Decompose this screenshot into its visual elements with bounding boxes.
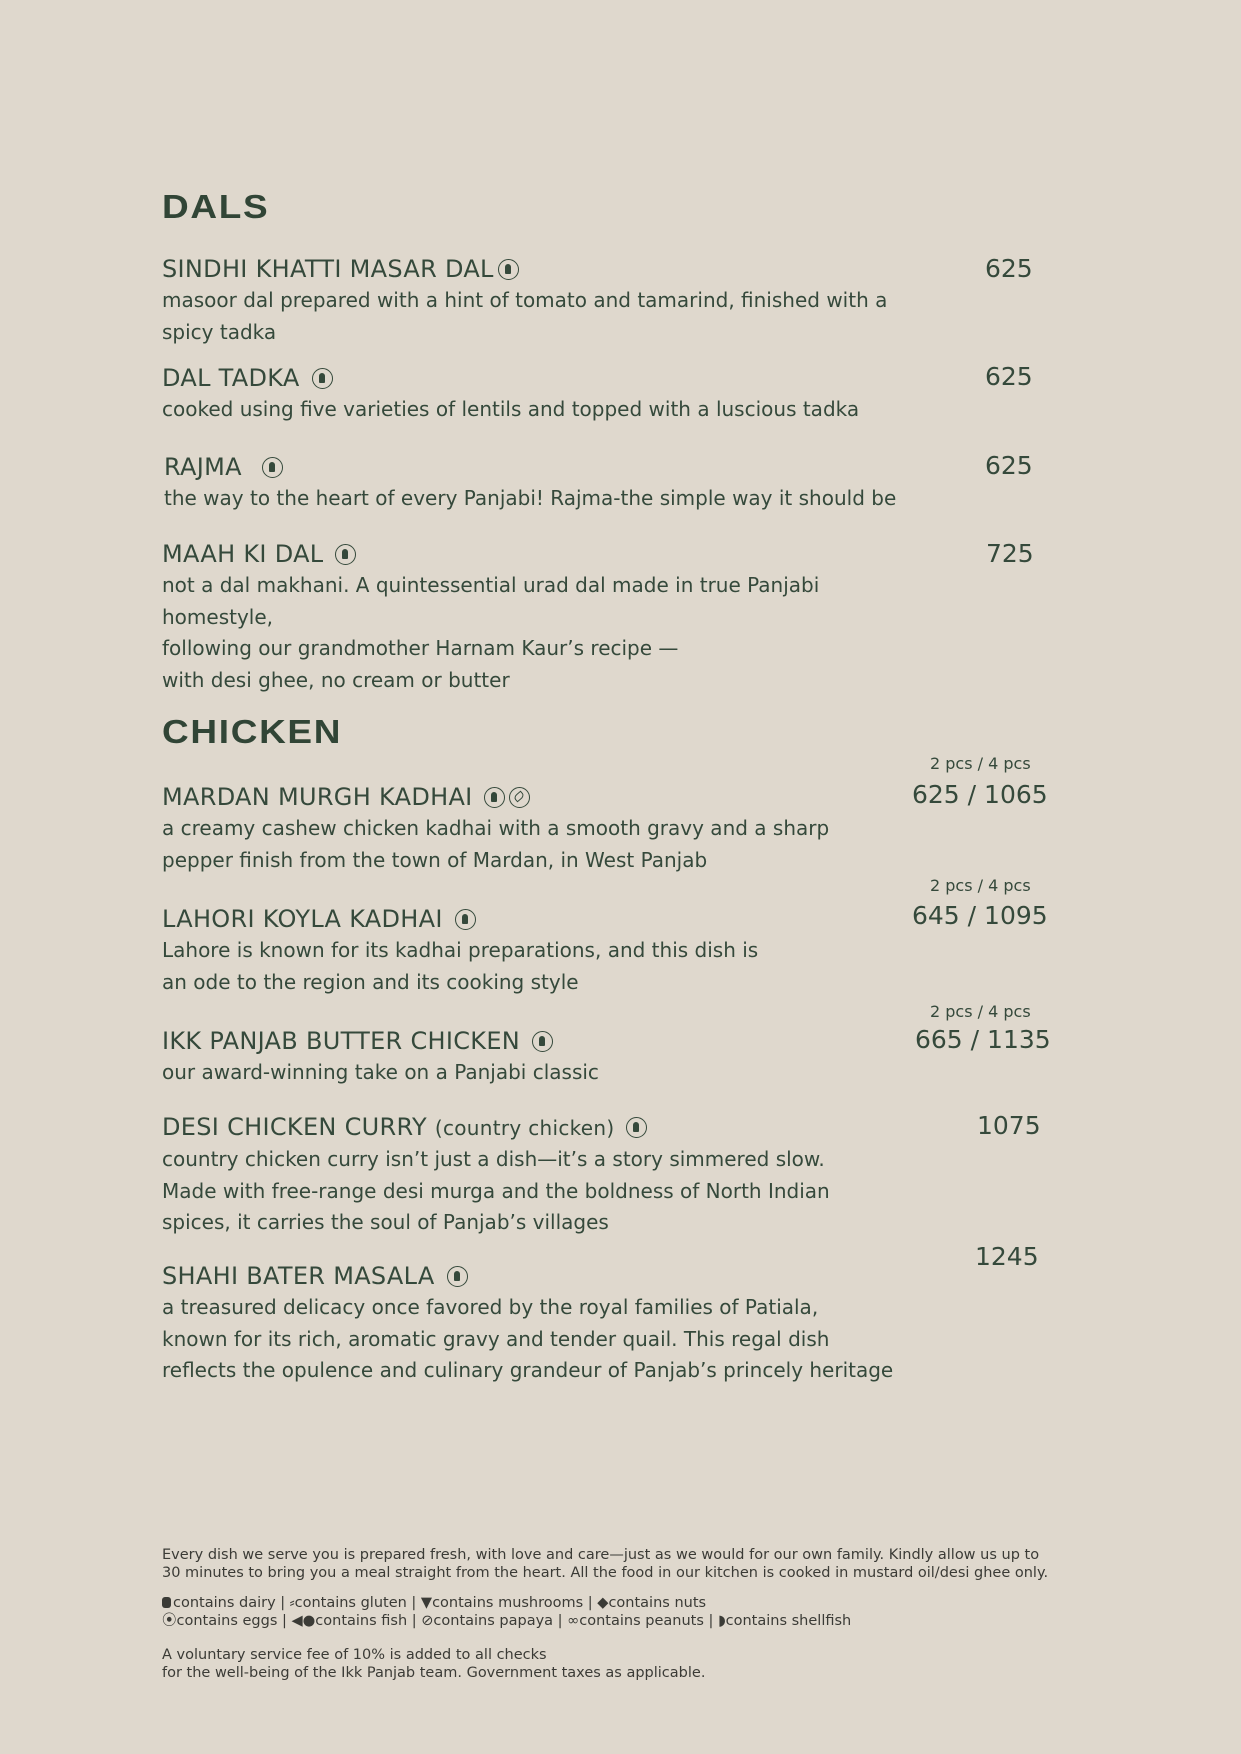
portion-label: 2 pcs / 4 pcs xyxy=(930,876,1031,895)
dish-price: 625 xyxy=(985,362,1033,391)
shellfish-icon: ◗ xyxy=(718,1613,726,1629)
dish-desi-chicken-curry xyxy=(162,1111,1082,1239)
dish-description: country chicken curry isn’t just a dish—it’s a story simmered slow. Made with free-range desi murga and the boldness of North Indian spices, it carries the soul of Panjab’s villages xyxy=(162,1147,830,1234)
dish-price: 625 xyxy=(985,254,1033,283)
dish-price: 625 xyxy=(985,451,1033,480)
dish-description: a creamy cashew chicken kadhai with a smooth gravy and a sharp pepper finish from the town of Mardan, in West Panjab xyxy=(162,816,830,872)
nuts-icon: ◆ xyxy=(597,1595,609,1611)
dish-price: 645 / 1095 xyxy=(912,901,1048,930)
dairy-icon xyxy=(498,259,519,280)
dairy-icon xyxy=(455,909,476,930)
dish-description: a treasured delicacy once favored by the royal families of Patiala, known for its rich, aromatic gravy and tender quail. This regal dish reflects the opulence and culinary grandeur of Panjab’s princely heritage xyxy=(162,1295,894,1382)
dish-price: 1245 xyxy=(975,1242,1039,1271)
nuts-icon xyxy=(509,787,530,808)
fish-icon: ◀● xyxy=(291,1613,316,1629)
dairy-icon xyxy=(262,457,283,478)
papaya-icon: ⊘ xyxy=(421,1613,434,1629)
dish-description: our award-winning take on a Panjabi classic xyxy=(162,1060,599,1084)
dish-description: cooked using five varieties of lentils and topped with a luscious tadka xyxy=(162,397,860,421)
dish-description: the way to the heart of every Panjabi! Rajma-the simple way it should be xyxy=(164,486,897,510)
portion-label: 2 pcs / 4 pcs xyxy=(930,754,1031,773)
dish-price: 625 / 1065 xyxy=(912,780,1048,809)
dish-price: 725 xyxy=(986,539,1034,568)
dish-name: IKK PANJAB BUTTER CHICKEN xyxy=(162,1025,1082,1057)
dish-price: 665 / 1135 xyxy=(915,1025,1051,1054)
dish-name: MARDAN MURGH KADHAI xyxy=(162,781,1082,813)
mushroom-icon: ▼ xyxy=(420,1595,433,1611)
freshness-note: Every dish we serve you is prepared fresh, with love and care—just as we would for our own family. Kindly allow us up to 30 minutes to bring you a meal straight from the heart. All the food in our kitchen is cooked in mustard oil/desi ghee only. xyxy=(162,1547,1049,1581)
dish-name: DAL TADKA xyxy=(162,362,1082,394)
eggs-icon: ⦿ xyxy=(162,1613,177,1629)
dairy-icon xyxy=(484,787,505,808)
dairy-icon xyxy=(532,1031,553,1052)
dairy-icon xyxy=(312,368,333,389)
section-title-dals: DALS xyxy=(162,188,270,225)
dish-description: Lahore is known for its kadhai preparations, and this dish is an ode to the region and its cooking style xyxy=(162,938,759,994)
dish-name: SINDHI KHATTI MASAR DAL xyxy=(162,253,1082,285)
gluten-icon: ⸗ xyxy=(289,1595,295,1611)
dish-rajma xyxy=(164,451,1084,515)
allergen-legend xyxy=(162,1594,1062,1630)
dish-price: 1075 xyxy=(977,1111,1041,1140)
dairy-icon xyxy=(626,1117,647,1138)
legend-line-2: ⦿contains eggs | ◀●contains fish | ⊘contains papaya | ∞contains peanuts | ◗contains shellfish xyxy=(162,1613,852,1629)
menu-footer xyxy=(162,1546,1062,1682)
dish-description: not a dal makhani. A quintessential urad dal made in true Panjabi homestyle, following our grandmother Harnam Kaur’s recipe — with desi ghee, no cream or butter xyxy=(162,573,820,692)
peanuts-icon: ∞ xyxy=(567,1613,580,1629)
section-title-chicken: CHICKEN xyxy=(162,713,343,750)
dish-name: DESI CHICKEN CURRY (country chicken) xyxy=(162,1111,1082,1144)
dish-dal-tadka xyxy=(162,362,1082,426)
legend-line-1: contains dairy | ⸗contains gluten | ▼contains mushrooms | ◆contains nuts xyxy=(162,1594,1062,1612)
dairy-icon xyxy=(447,1266,468,1287)
dish-name: SHAHI BATER MASALA xyxy=(162,1260,1082,1292)
dish-name: LAHORI KOYLA KADHAI xyxy=(162,903,1082,935)
dish-description: masoor dal prepared with a hint of tomato and tamarind, finished with a spicy tadka xyxy=(162,288,888,344)
dairy-icon xyxy=(162,1597,171,1608)
portion-label: 2 pcs / 4 pcs xyxy=(930,1002,1031,1021)
dish-shahi-bater-masala xyxy=(162,1260,1082,1387)
dairy-icon xyxy=(335,544,356,565)
dish-maah-ki-dal xyxy=(162,538,1082,696)
dish-name: MAAH KI DAL xyxy=(162,538,1082,570)
dish-sindhi-khatti-masar-dal xyxy=(162,253,1082,348)
service-fee-note: A voluntary service fee of 10% is added to all checks for the well-being of the Ikk Panjab team. Government taxes as applicable. xyxy=(162,1647,706,1681)
dish-name: RAJMA xyxy=(164,451,1084,483)
